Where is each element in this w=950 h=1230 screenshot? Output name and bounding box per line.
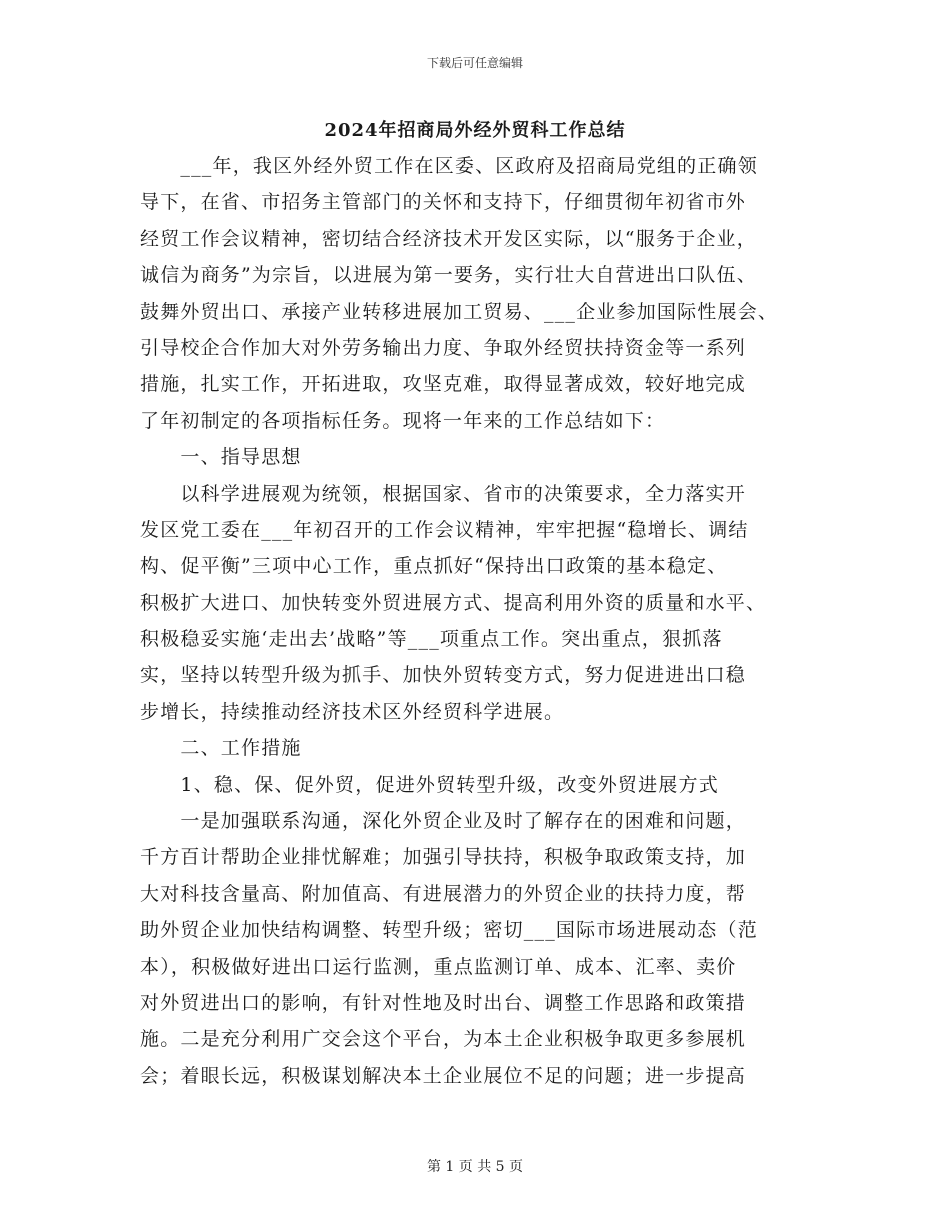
body-line: 了年初制定的各项指标任务。现将一年来的工作总结如下：	[140, 409, 666, 432]
body-line: 一是加强联系沟通，深化外贸企业及时了解存在的困难和问题，	[140, 810, 747, 833]
body-line: 发区党工委在___年初召开的工作会议精神，牢牢把握“稳增长、调结	[140, 518, 749, 541]
body-line: 步增长，持续推动经济技术区外经贸科学进展。	[140, 700, 565, 723]
header-note: 下载后可任意编辑	[426, 56, 523, 70]
subsection-heading: 1、稳、保、促外贸，促进外贸转型升级，改变外贸进展方式	[140, 773, 719, 796]
body-line: 积极扩大进口、加快转变外贸进展方式、提高利用外资的质量和水平、	[140, 591, 767, 614]
body-line: 构、促平衡”三项中心工作，重点抓好“保持出口政策的基本稳定、	[140, 555, 728, 578]
section-heading: 二、工作措施	[140, 737, 302, 760]
body-line: ___年，我区外经外贸工作在区委、区政府及招商局党组的正确领	[140, 155, 758, 177]
body-line: 措施，扎实工作，开拓进取，攻坚克难，取得显著成效，较好地完成	[140, 373, 747, 396]
body-line: 导下，在省、市招务主管部门的关怀和支持下，仔细贯彻年初省市外	[140, 191, 747, 214]
body-line: 经贸工作会议精神，密切结合经济技术开发区实际，以“服务于企业，	[140, 227, 757, 250]
body-line: 鼓舞外贸出口、承接产业转移进展加工贸易、___企业参加国际性展会、	[140, 300, 779, 323]
page-footer: 第 1 页 共 5 页	[426, 1159, 524, 1175]
body-line: 以科学进展观为统领，根据国家、省市的决策要求，全力落实开	[140, 482, 747, 505]
section-heading: 一、指导思想	[140, 446, 302, 469]
document-title: 2024年招商局外经外贸科工作总结	[324, 120, 626, 141]
body-line: 本），积极做好进出口运行监测，重点监测订单、成本、汇率、卖价	[140, 955, 737, 978]
body-line: 对外贸进出口的影响，有针对性地及时出台、调整工作思路和政策措	[140, 991, 747, 1014]
document-body	[140, 148, 830, 1094]
body-line: 施。二是充分利用广交会这个平台，为本土企业积极争取更多参展机	[140, 1028, 747, 1051]
body-line: 大对科技含量高、附加值高、有进展潜力的外贸企业的扶持力度，帮	[140, 882, 747, 905]
body-line: 引导校企合作加大对外劳务输出力度、争取外经贸扶持资金等一系列	[140, 336, 747, 359]
body-line: 诚信为商务”为宗旨，以进展为第一要务，实行壮大自营进出口队伍、	[140, 264, 757, 287]
body-line: 千方百计帮助企业排忧解难；加强引导扶持，积极争取政策支持，加	[140, 846, 747, 869]
body-line: 实，坚持以转型升级为抓手、加快外贸转变方式，努力促进进出口稳	[140, 664, 747, 687]
body-line: 会；着眼长远，积极谋划解决本土企业展位不足的问题；进一步提高	[140, 1064, 747, 1087]
body-line: 积极稳妥实施‘走出去’战略”等___项重点工作。突出重点，狠抓落	[140, 628, 723, 651]
body-line: 助外贸企业加快结构调整、转型升级；密切___国际市场进展动态（范	[140, 919, 758, 942]
